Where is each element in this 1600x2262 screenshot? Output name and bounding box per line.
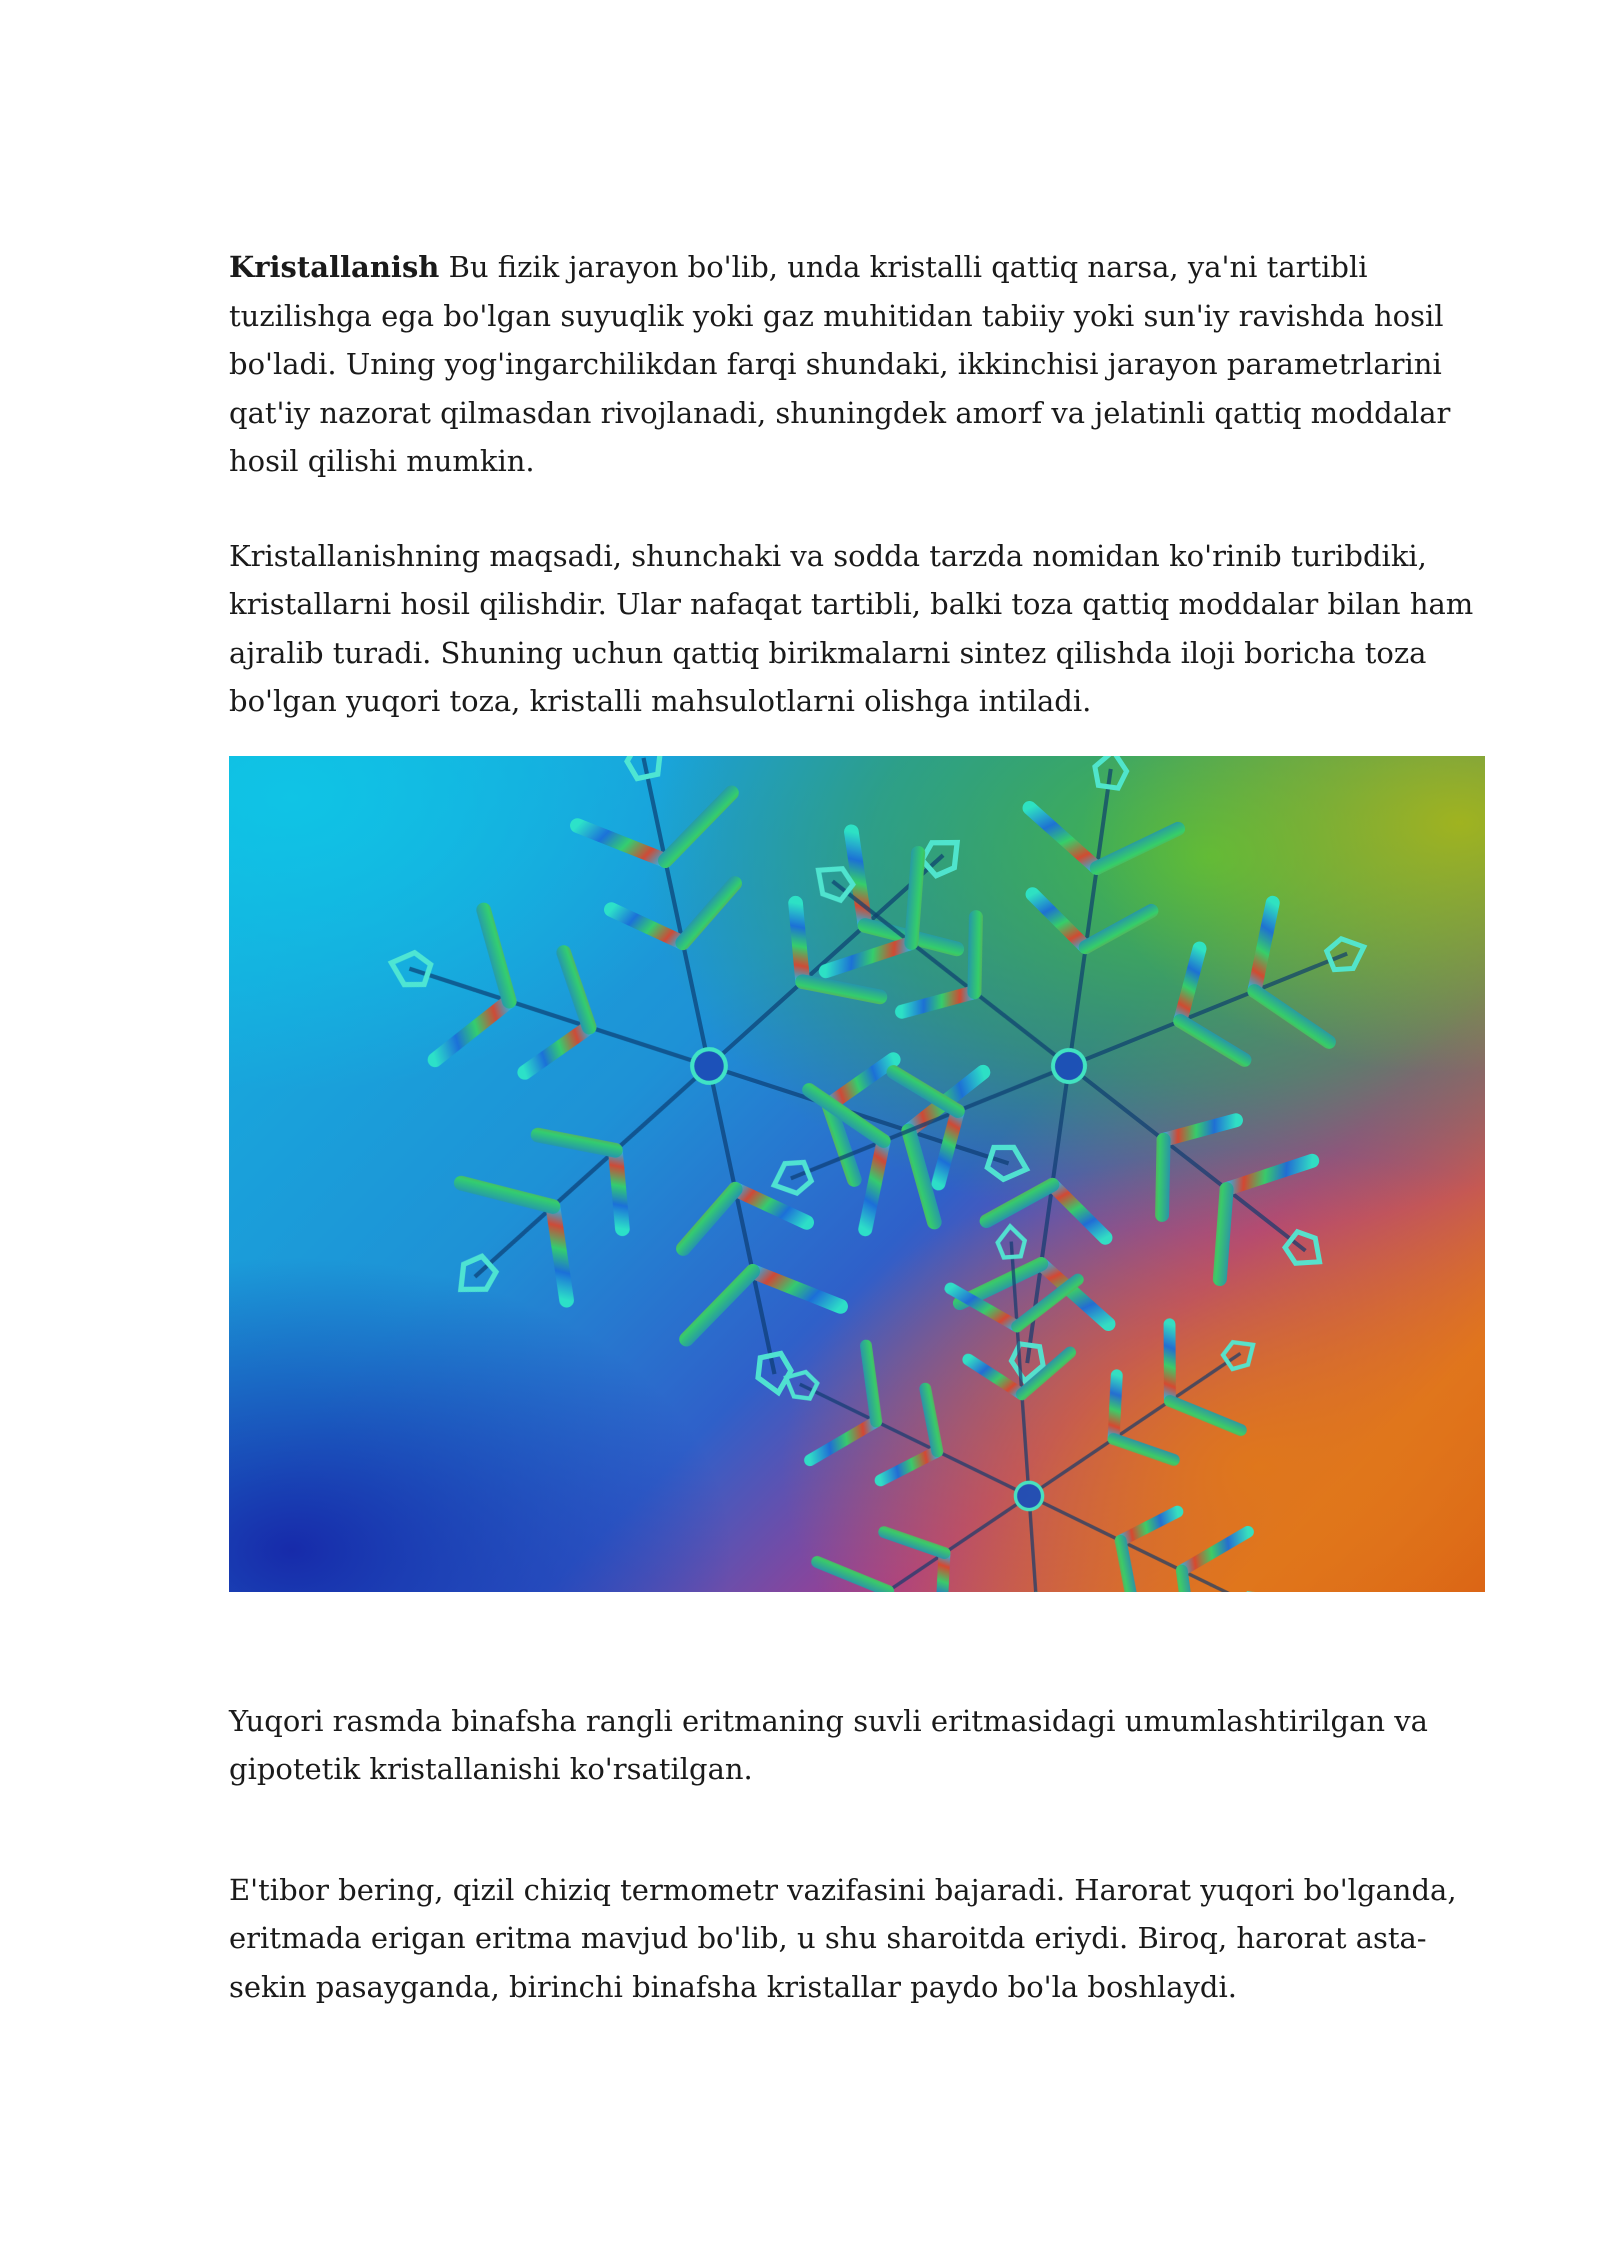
paragraph-intro [229,243,1485,486]
paragraph-note: E'tibor bering, qizil chiziq termometr vazifasini bajaradi. Harorat yuqori bo'lganda, eritmada erigan eritma mavjud bo'lib, u shu sharoitda eriydi. Biroq, harorat asta-sekin pasayganda, birinchi binafsha kristallar paydo bo'la boshlaydi. [229,1872,1457,2004]
term-kristallanish: Kristallanish [229,250,440,284]
paragraph-intro-text: Bu fizik jarayon bo'lib, unda kristalli qattiq narsa, ya'ni tartibli tuzilishga ega bo'lgan suyuqlik yoki gaz muhitidan tabiiy yoki sun'iy ravishda hosil bo'ladi. Uning yog'ingarchilikdan farqi shundaki, ikkinchisi jarayon parametrlarini qat'iy nazorat qilmasdan rivojlanadi, shuningdek amorf va jelatinli qattiq moddalar hosil qilishi mumkin. [229,250,1451,478]
document-page [229,243,1485,2011]
paragraph-caption: Yuqori rasmda binafsha rangli eritmaning suvli eritmasidagi umumlashtirilgan va gipotetik kristallanishi ko'rsatilgan. [229,1703,1428,1786]
snowflake-crystal-image [229,756,1485,1592]
paragraph-purpose: Kristallanishning maqsadi, shunchaki va sodda tarzda nomidan ko'rinib turibdiki, kristallarni hosil qilishdir. Ular nafaqat tartibli, balki toza qattiq moddalar bilan ham ajralib turadi. Shuning uchun qattiq birikmalarni sintez qilishda iloji boricha toza bo'lgan yuqori toza, kristalli mahsulotlarni olishga intiladi. [229,538,1474,718]
